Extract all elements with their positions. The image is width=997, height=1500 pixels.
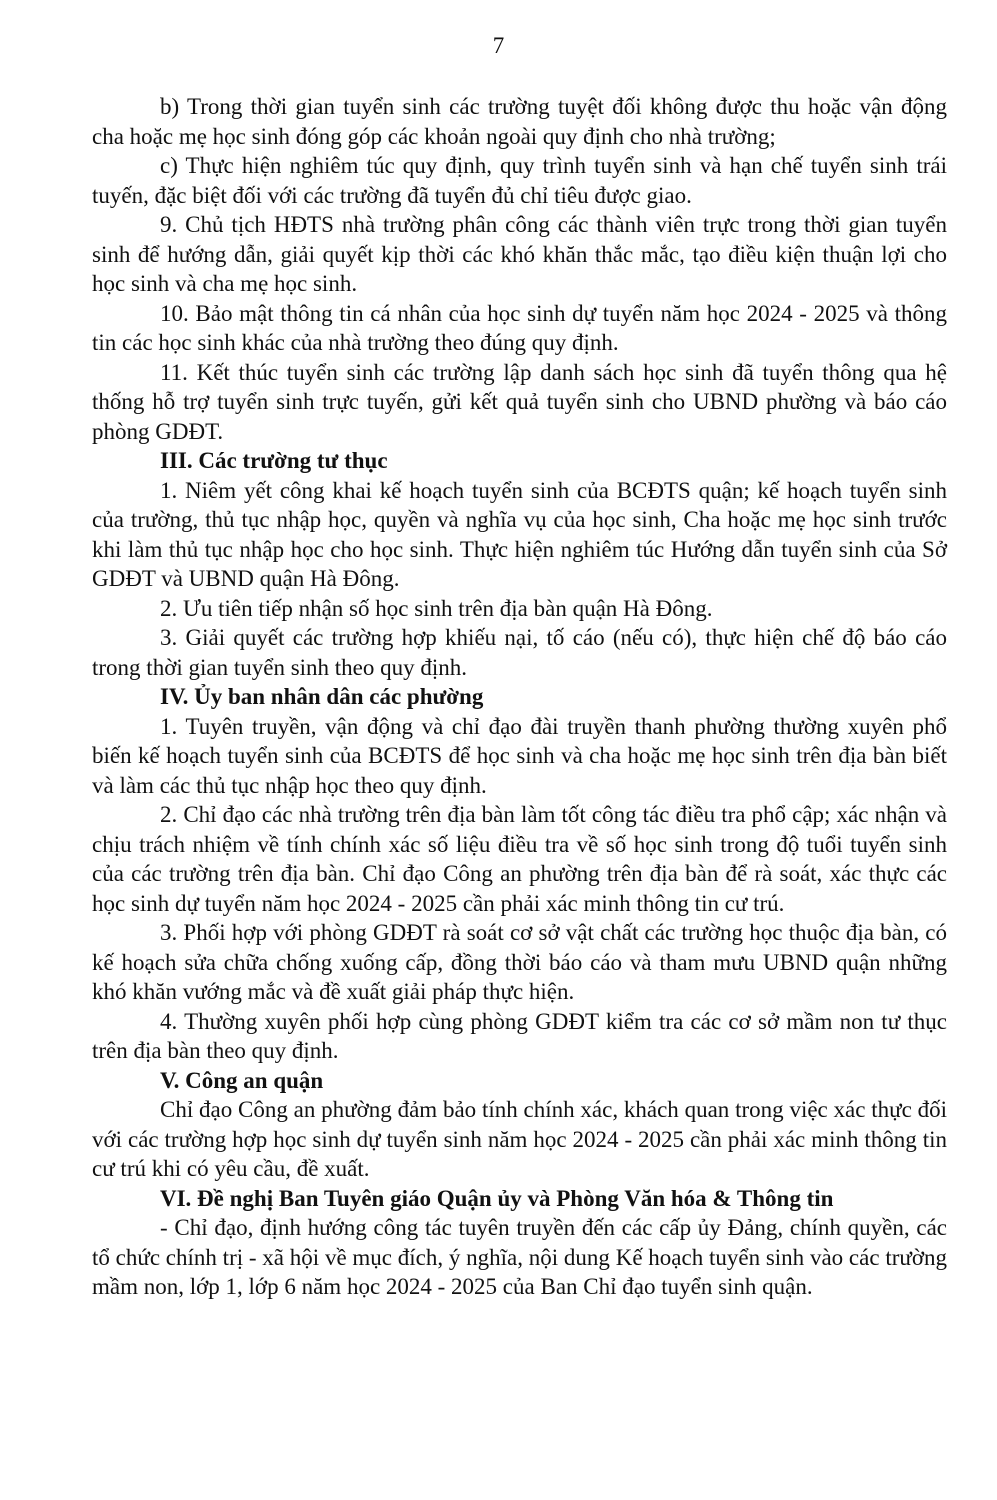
- para-10: 10. Bảo mật thông tin cá nhân của học sinh dự tuyển năm học 2024 - 2025 và thông tin các học sinh khác của nhà trường theo đúng quy định.: [92, 300, 947, 355]
- para-iii-3: 3. Giải quyết các trường hợp khiếu nại, tố cáo (nếu có), thực hiện chế độ báo cáo trong thời gian tuyển sinh theo quy định.: [92, 625, 947, 680]
- heading-iv: IV. Ủy ban nhân dân các phường: [160, 684, 484, 709]
- heading-iii: III. Các trường tư thục: [160, 448, 388, 473]
- para-iv-2: 2. Chỉ đạo các nhà trường trên địa bàn làm tốt công tác điều tra phổ cập; xác nhận và chịu trách nhiệm về tính chính xác số liệu điều tra về số học sinh trong độ tuổi tuyển sinh của các trường trên địa bàn. Chỉ đạo Công an phường trên địa bàn để rà soát, xác thực các học sinh dự tuyển năm học 2024 - 2025 cần phải xác minh thông tin cư trú.: [92, 802, 947, 916]
- para-9: 9. Chủ tịch HĐTS nhà trường phân công các thành viên trực trong thời gian tuyển sinh để hướng dẫn, giải quyết kịp thời các khó khăn thắc mắc, tạo điều kiện thuận lợi cho học sinh và cha mẹ học sinh.: [92, 212, 947, 296]
- para-iii-2: 2. Ưu tiên tiếp nhận số học sinh trên địa bàn quận Hà Đông.: [160, 595, 713, 621]
- para-iii-1: 1. Niêm yết công khai kế hoạch tuyển sinh của BCĐTS quận; kế hoạch tuyển sinh của trường, thủ tục nhập học, quyền và nghĩa vụ của học sinh, Cha hoặc mẹ học sinh trước khi làm thủ tục nhập học cho học sinh. Thực hiện nghiêm túc Hướng dẫn tuyển sinh của Sở GDĐT và UBND quận Hà Đông.: [92, 477, 947, 591]
- para-c: c) Thực hiện nghiêm túc quy định, quy trình tuyển sinh và hạn chế tuyển sinh trái tuyến, đặc biệt đối với các trường đã tuyển đủ chỉ tiêu được giao.: [92, 153, 947, 208]
- para-v-1: Chỉ đạo Công an phường đảm bảo tính chính xác, khách quan trong việc xác thực đối với các trường hợp học sinh dự tuyển sinh năm học 2024 - 2025 cần phải xác minh thông tin cư trú khi có yêu cầu, đề xuất.: [92, 1097, 947, 1181]
- para-iv-3: 3. Phối hợp với phòng GDĐT rà soát cơ sở vật chất các trường học thuộc địa bàn, có kế hoạch sửa chữa chống xuống cấp, đồng thời báo cáo và tham mưu UBND quận những khó khăn vướng mắc và đề xuất giải pháp thực hiện.: [92, 920, 947, 1004]
- heading-v: V. Công an quận: [160, 1067, 324, 1093]
- document-body: [92, 92, 947, 1302]
- heading-vi: VI. Đề nghị Ban Tuyên giáo Quận ủy và Phòng Văn hóa & Thông tin: [160, 1185, 834, 1211]
- para-iv-4: 4. Thường xuyên phối hợp cùng phòng GDĐT kiểm tra các cơ sở mầm non tư thục trên địa bàn theo quy định.: [92, 1008, 947, 1063]
- para-iv-1: 1. Tuyên truyền, vận động và chỉ đạo đài truyền thanh phường thường xuyên phổ biến kế hoạch tuyển sinh của BCĐTS để học sinh và cha hoặc mẹ học sinh trên địa bàn biết và làm các thủ tục nhập học theo quy định.: [92, 713, 947, 798]
- para-b: b) Trong thời gian tuyển sinh các trường tuyệt đối không được thu hoặc vận động cha hoặc mẹ học sinh đóng góp các khoản ngoài quy định cho nhà trường;: [92, 94, 947, 149]
- para-11: 11. Kết thúc tuyển sinh các trường lập danh sách học sinh đã tuyển thông qua hệ thống hỗ trợ tuyển sinh trực tuyến, gửi kết quả tuyển sinh cho UBND phường và báo cáo phòng GDĐT.: [92, 359, 947, 444]
- para-vi-1: - Chỉ đạo, định hướng công tác tuyên truyền đến các cấp ủy Đảng, chính quyền, các tổ chức chính trị - xã hội về mục đích, ý nghĩa, nội dung Kế hoạch tuyển sinh vào các trường mầm non, lớp 1, lớp 6 năm học 2024 - 2025 của Ban Chỉ đạo tuyển sinh quận.: [92, 1215, 947, 1299]
- page-number: 7: [492, 33, 505, 58]
